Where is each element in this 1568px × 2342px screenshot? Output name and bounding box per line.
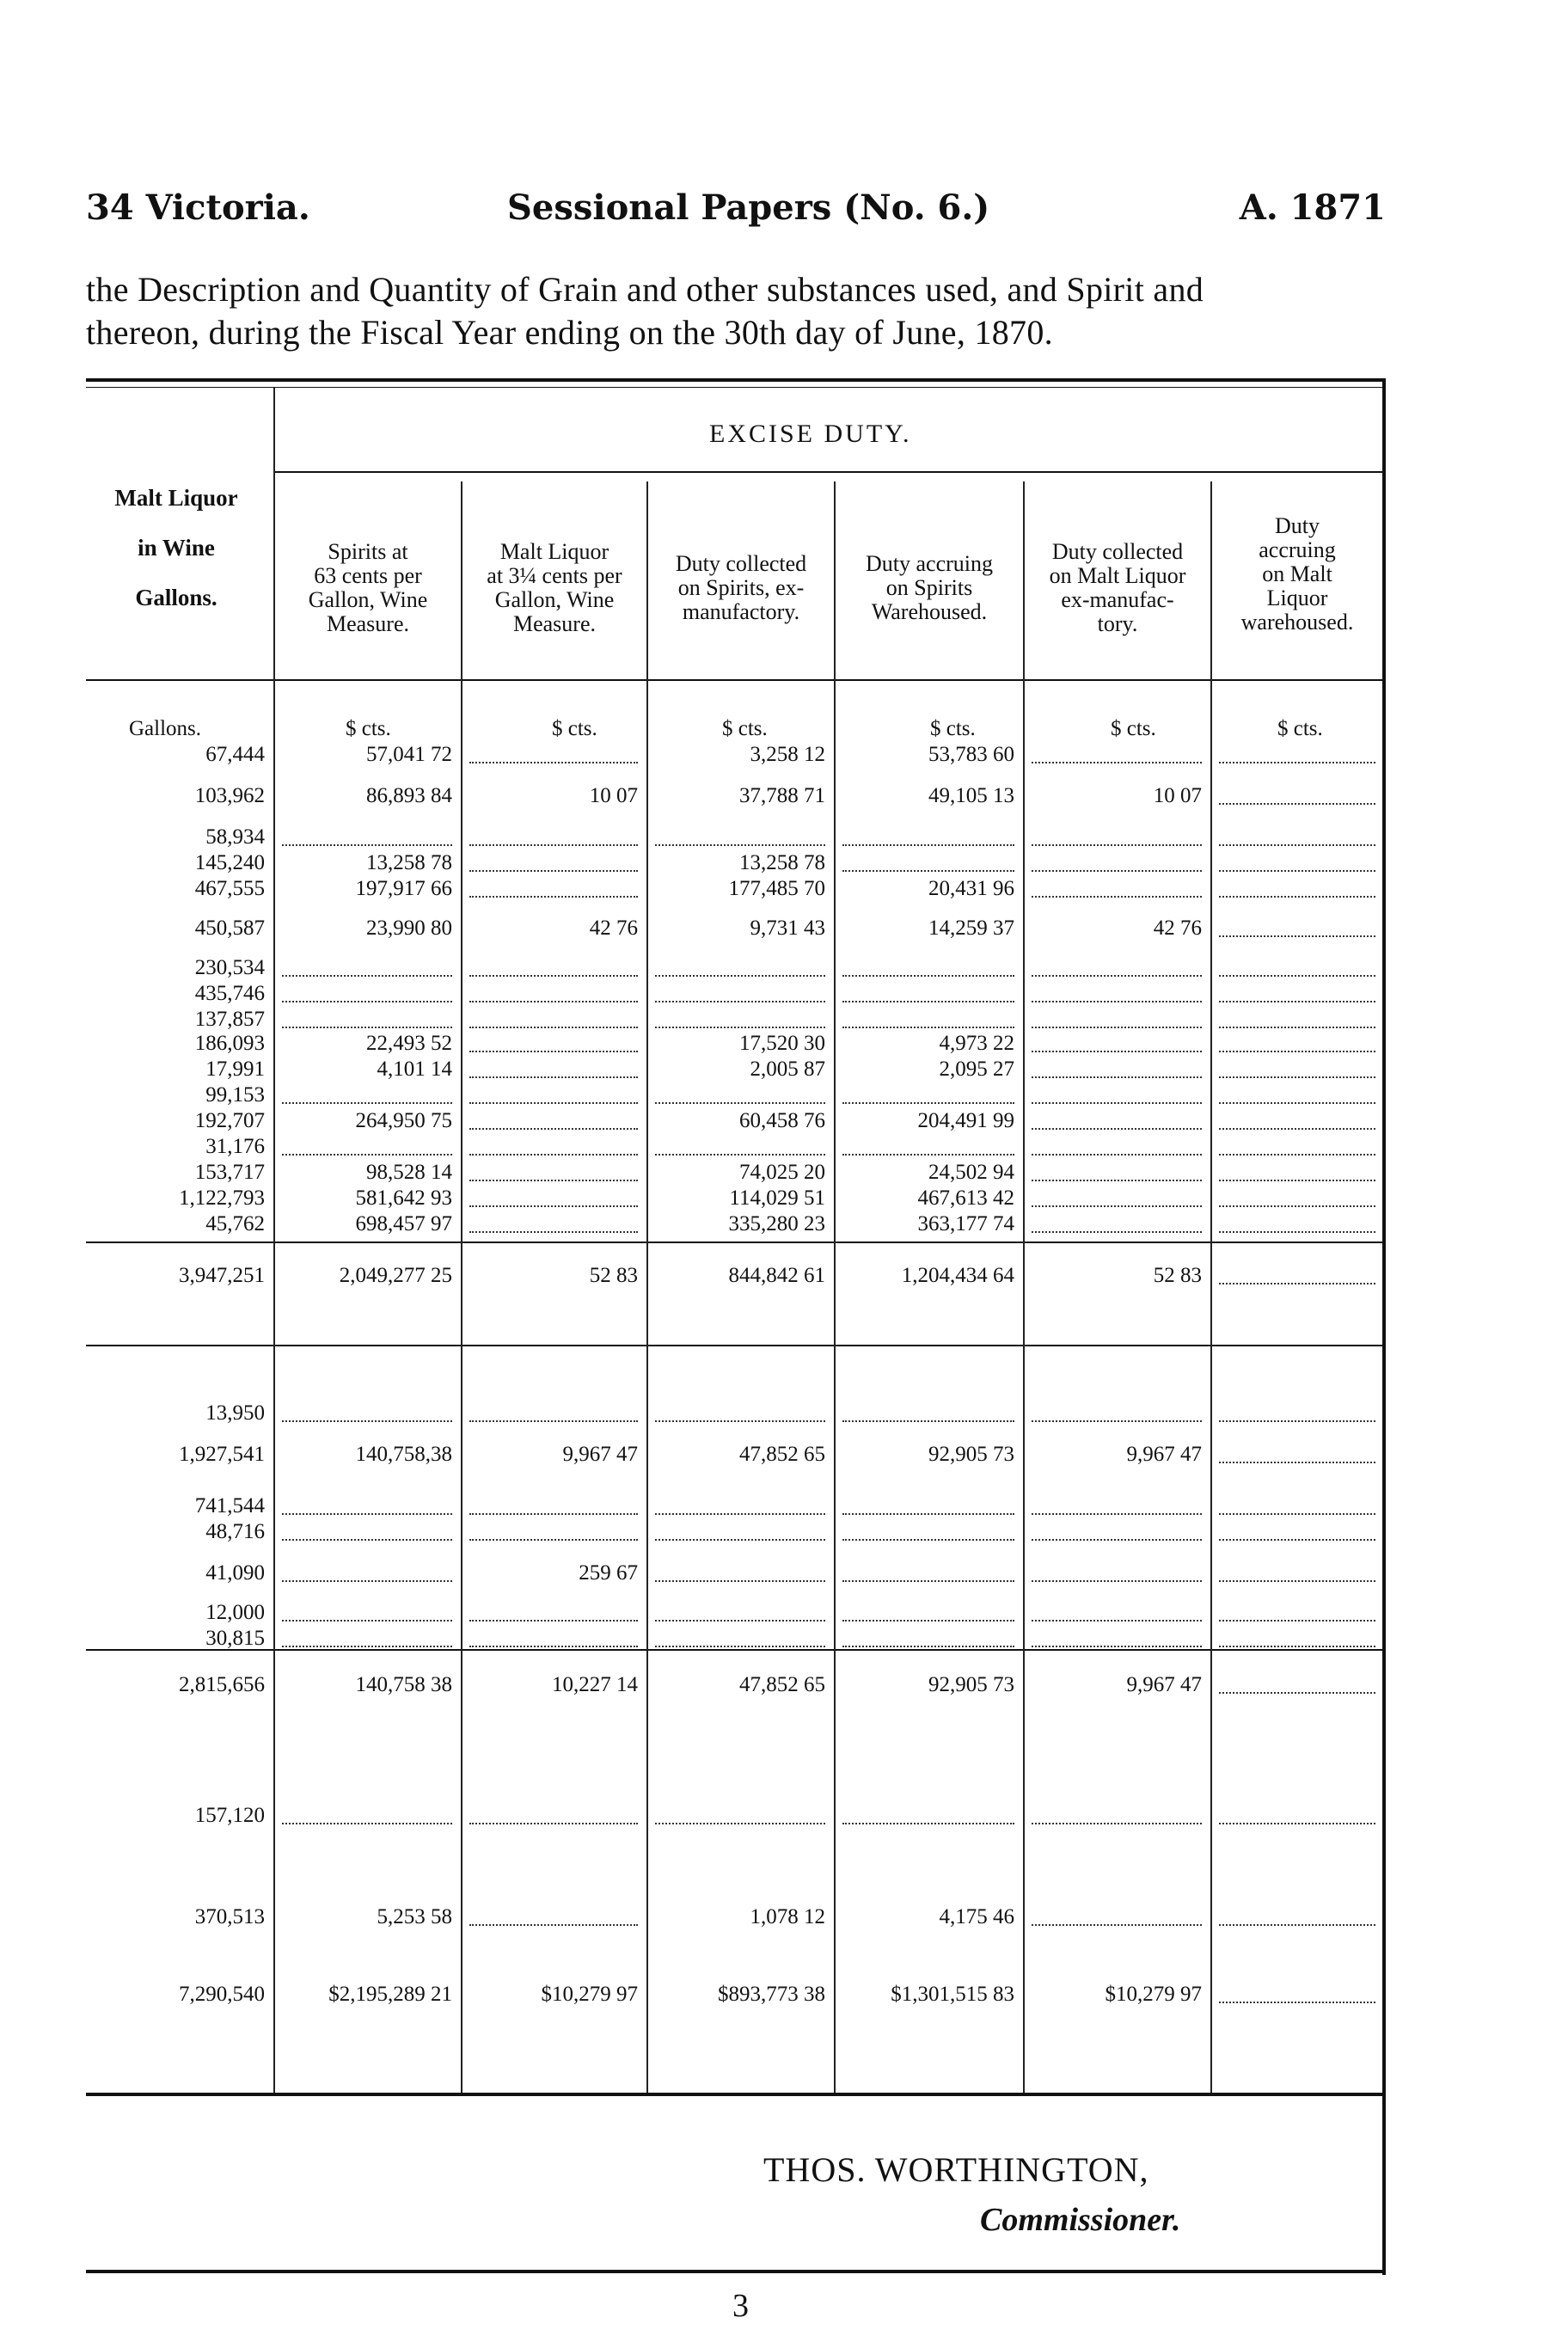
column-header-duty-spirits: Duty collected on Spirits, ex- manufactory.: [675, 551, 807, 624]
leader-dots: [282, 1539, 452, 1541]
leader-dots: [1032, 1580, 1202, 1582]
column-header-malt-liquor: Malt Liquor at 3¼ cents per Gallon, Wine Measure.: [487, 539, 622, 636]
table-cell-maltliq: 10,227 14: [552, 1673, 638, 1696]
leader-dots: [1219, 1076, 1375, 1078]
leader-dots: [1219, 1128, 1375, 1130]
table-cell-accrspirits: $1,301,515 83: [891, 1983, 1014, 2006]
leader-dots: [1032, 1513, 1202, 1515]
table-cell-dutyspirits: 844,842 61: [728, 1264, 825, 1287]
leader-dots: [1032, 1076, 1202, 1078]
table-cell-spirits: 197,917 66: [355, 877, 452, 900]
table-cell-malt: 186,093: [194, 1032, 265, 1055]
leader-dots: [282, 1420, 452, 1422]
table-cell-dutyspirits: 177,485 70: [728, 877, 825, 900]
table-cell-dutymalt: 42 76: [1153, 917, 1202, 940]
table-cell-dutyspirits: 47,852 65: [739, 1673, 825, 1696]
leader-dots: [469, 1924, 638, 1926]
leader-dots: [1219, 1823, 1375, 1824]
leader-dots: [282, 1001, 452, 1002]
page-number: 3: [732, 2288, 749, 2324]
leader-dots: [469, 1102, 638, 1104]
leader-dots: [1032, 1420, 1202, 1422]
leader-dots: [282, 1154, 452, 1156]
table-cell-spirits: 140,758,38: [355, 1443, 452, 1466]
leader-dots: [842, 1154, 1014, 1156]
subtotal-rule-1: [86, 1242, 1384, 1243]
table-cell-maltliq: 259 67: [579, 1561, 638, 1585]
table-cell-dutymalt: 9,967 47: [1126, 1673, 1202, 1696]
leader-dots: [1032, 975, 1202, 977]
column-header-accruing-spirits: Duty accruing on Spirits Warehoused.: [865, 551, 993, 624]
table-cell-malt: 467,555: [194, 877, 265, 900]
unit-accruing-spirits: $ cts.: [930, 717, 976, 740]
table-cell-accrspirits: 4,973 22: [939, 1032, 1014, 1055]
table-cell-accrspirits: 467,613 42: [917, 1186, 1014, 1210]
leader-dots: [842, 1823, 1014, 1824]
table-cell-accrspirits: 14,259 37: [928, 917, 1014, 940]
table-cell-maltliq: 9,967 47: [562, 1443, 638, 1466]
leader-dots: [1032, 844, 1202, 846]
signature-title: Commissioner.: [980, 2202, 1181, 2238]
table-cell-maltliq: $10,279 97: [541, 1983, 638, 2006]
unit-spirits: $ cts.: [346, 717, 391, 740]
leader-dots: [1032, 896, 1202, 898]
leader-dots: [1219, 803, 1375, 805]
leader-dots: [1219, 1205, 1375, 1207]
table-cell-malt: 145,240: [194, 851, 265, 874]
leader-dots: [282, 1823, 452, 1824]
leader-dots: [1219, 1027, 1375, 1028]
unit-duty-malt: $ cts.: [1111, 717, 1156, 740]
leader-dots: [469, 1205, 638, 1207]
table-cell-dutymalt: 52 83: [1153, 1264, 1202, 1287]
leader-dots: [1219, 975, 1375, 977]
leader-dots: [655, 1154, 825, 1156]
table-bottom-rule: [86, 2093, 1386, 2096]
unit-accruing-malt: $ cts.: [1277, 717, 1323, 740]
col-divider-2: [461, 481, 462, 2093]
table-cell-malt: 99,153: [205, 1083, 265, 1107]
table-cell-malt: 153,717: [194, 1161, 265, 1184]
page-header-center: Sessional Papers (No. 6.): [507, 187, 990, 228]
table-cell-dutyspirits: 13,258 78: [739, 851, 825, 874]
column-header-duty-malt: Duty collected on Malt Liquor ex-manufac- tory.: [1049, 539, 1186, 636]
leader-dots: [1219, 2002, 1375, 2003]
table-cell-accrspirits: 4,175 46: [939, 1905, 1014, 1928]
table-cell-malt: 30,815: [205, 1627, 265, 1650]
table-cell-maltliq: 42 76: [589, 917, 638, 940]
leader-dots: [1032, 1051, 1202, 1052]
leader-dots: [842, 975, 1014, 977]
table-cell-malt: 13,950: [205, 1401, 265, 1425]
table-cell-accrspirits: 49,105 13: [928, 784, 1014, 807]
table-cell-malt: 1,927,541: [179, 1443, 265, 1466]
table-cell-malt: 192,707: [194, 1109, 265, 1132]
leader-dots: [1219, 870, 1375, 872]
leader-dots: [282, 1646, 452, 1647]
table-cell-maltliq: 52 83: [589, 1264, 638, 1287]
leader-dots: [1032, 1646, 1202, 1647]
leader-dots: [842, 1646, 1014, 1647]
leader-dots: [1219, 762, 1375, 763]
leader-dots: [1219, 1580, 1375, 1582]
leader-dots: [282, 1102, 452, 1104]
leader-dots: [655, 1001, 825, 1002]
leader-dots: [1219, 1102, 1375, 1104]
leader-dots: [1032, 1231, 1202, 1233]
excise-duty-heading: EXCISE DUTY.: [709, 420, 912, 448]
leader-dots: [469, 1076, 638, 1078]
leader-dots: [1032, 1823, 1202, 1824]
leader-dots: [469, 1823, 638, 1824]
leader-dots: [655, 1539, 825, 1541]
table-top-rule-thin: [86, 387, 1386, 388]
table-cell-malt: 230,534: [194, 956, 265, 979]
column-header-malt: Malt Liquor in Wine Gallons.: [114, 485, 238, 610]
page-header-left: 34 Victoria.: [86, 187, 310, 228]
leader-dots: [1219, 1692, 1375, 1694]
table-cell-spirits: 2,049,277 25: [339, 1264, 452, 1287]
table-cell-spirits: 5,253 58: [377, 1905, 452, 1928]
leader-dots: [1032, 1205, 1202, 1207]
table-cell-malt: 31,176: [205, 1135, 265, 1158]
leader-dots: [1219, 1051, 1375, 1052]
table-cell-spirits: 13,258 78: [366, 851, 452, 874]
leader-dots: [1219, 1620, 1375, 1622]
leader-dots: [1219, 1646, 1375, 1647]
leader-dots: [469, 1231, 638, 1233]
leader-dots: [655, 1580, 825, 1582]
leader-dots: [1032, 762, 1202, 763]
table-cell-dutyspirits: 2,005 87: [750, 1058, 825, 1081]
leader-dots: [1032, 1128, 1202, 1130]
leader-dots: [469, 1620, 638, 1622]
leader-dots: [655, 1102, 825, 1104]
table-cell-dutymalt: 9,967 47: [1126, 1443, 1202, 1466]
signature-name: THOS. WORTHINGTON,: [763, 2150, 1149, 2189]
table-cell-malt: 48,716: [205, 1520, 265, 1543]
leader-dots: [469, 896, 638, 898]
table-cell-malt: 370,513: [194, 1905, 265, 1928]
leader-dots: [1032, 870, 1202, 872]
table-cell-malt: 41,090: [205, 1561, 265, 1585]
leader-dots: [1219, 1231, 1375, 1233]
leader-dots: [469, 1128, 638, 1130]
table-cell-dutyspirits: 74,025 20: [739, 1161, 825, 1184]
leader-dots: [655, 1027, 825, 1028]
leader-dots: [655, 844, 825, 846]
section-rule-1: [86, 1345, 1384, 1346]
table-cell-accrspirits: 53,783 60: [928, 743, 1014, 766]
leader-dots: [469, 762, 638, 763]
column-header-spirits: Spirits at 63 cents per Gallon, Wine Measure.: [308, 539, 428, 636]
leader-dots: [655, 1620, 825, 1622]
subtotal-rule-2: [86, 1649, 1384, 1651]
leader-dots: [1219, 1924, 1375, 1926]
title-line-2: thereon, during the Fiscal Year ending on the 30th day of June, 1870.: [86, 313, 1053, 352]
table-cell-accrspirits: 24,502 94: [928, 1161, 1014, 1184]
leader-dots: [1032, 1620, 1202, 1622]
table-cell-malt: 2,815,656: [179, 1673, 265, 1696]
unit-duty-spirits: $ cts.: [722, 717, 768, 740]
leader-dots: [842, 1580, 1014, 1582]
leader-dots: [1219, 1462, 1375, 1463]
leader-dots: [1032, 1027, 1202, 1028]
leader-dots: [469, 1646, 638, 1647]
table-cell-spirits: 57,041 72: [366, 743, 452, 766]
leader-dots: [282, 1580, 452, 1582]
table-cell-malt: 17,991: [205, 1058, 265, 1081]
col-divider-6: [1210, 481, 1212, 2093]
leader-dots: [842, 1620, 1014, 1622]
table-cell-spirits: 698,457 97: [355, 1212, 452, 1235]
leader-dots: [1032, 1180, 1202, 1181]
leader-dots: [1219, 1513, 1375, 1515]
leader-dots: [842, 1102, 1014, 1104]
leader-dots: [282, 1027, 452, 1028]
leader-dots: [842, 870, 1014, 872]
table-cell-dutyspirits: 1,078 12: [750, 1905, 825, 1928]
leader-dots: [282, 1513, 452, 1515]
leader-dots: [655, 1513, 825, 1515]
page-bottom-rule: [86, 2270, 1386, 2273]
table-cell-accrspirits: 2,095 27: [939, 1058, 1014, 1081]
table-cell-dutyspirits: 17,520 30: [739, 1032, 825, 1055]
table-cell-spirits: 22,493 52: [366, 1032, 452, 1055]
leader-dots: [1032, 1539, 1202, 1541]
leader-dots: [282, 975, 452, 977]
unit-malt: Gallons.: [129, 717, 202, 740]
table-cell-malt: 3,947,251: [179, 1264, 265, 1287]
document-title: [86, 268, 1375, 354]
leader-dots: [1032, 1001, 1202, 1002]
table-cell-accrspirits: 92,905 73: [928, 1443, 1014, 1466]
leader-dots: [655, 1823, 825, 1824]
leader-dots: [1219, 1154, 1375, 1156]
table-cell-dutyspirits: 3,258 12: [750, 743, 825, 766]
table-cell-malt: 45,762: [205, 1212, 265, 1235]
page-header-right: A. 1871: [1239, 187, 1386, 228]
table-cell-dutymalt: 10 07: [1153, 784, 1202, 807]
leader-dots: [469, 1154, 638, 1156]
leader-dots: [1219, 896, 1375, 898]
leader-dots: [1219, 1283, 1375, 1284]
table-cell-dutyspirits: 60,458 76: [739, 1109, 825, 1132]
leader-dots: [469, 870, 638, 872]
table-cell-malt: 137,857: [194, 1008, 265, 1031]
leader-dots: [842, 1420, 1014, 1422]
leader-dots: [842, 1027, 1014, 1028]
leader-dots: [842, 1001, 1014, 1002]
table-cell-dutyspirits: $893,773 38: [718, 1983, 825, 2006]
leader-dots: [842, 844, 1014, 846]
leader-dots: [1219, 935, 1375, 937]
leader-dots: [282, 1620, 452, 1622]
table-cell-dutyspirits: 335,280 23: [728, 1212, 825, 1235]
table-cell-dutyspirits: 47,852 65: [739, 1443, 825, 1466]
table-right-border: [1382, 378, 1386, 2275]
leader-dots: [469, 1513, 638, 1515]
col-divider-4: [834, 481, 836, 2093]
table-cell-spirits: $2,195,289 21: [328, 1983, 452, 2006]
title-line-1: the Description and Quantity of Grain and other substances used, and Spirit and: [86, 270, 1204, 309]
table-cell-spirits: 23,990 80: [366, 917, 452, 940]
leader-dots: [655, 975, 825, 977]
leader-dots: [1219, 1180, 1375, 1181]
table-cell-accrspirits: 204,491 99: [917, 1109, 1014, 1132]
leader-dots: [1219, 1420, 1375, 1422]
table-cell-spirits: 264,950 75: [355, 1109, 452, 1132]
table-cell-accrspirits: 92,905 73: [928, 1673, 1014, 1696]
leader-dots: [469, 1420, 638, 1422]
col-divider-1: [273, 387, 275, 2093]
leader-dots: [282, 844, 452, 846]
leader-dots: [469, 1539, 638, 1541]
leader-dots: [469, 1027, 638, 1028]
leader-dots: [469, 975, 638, 977]
table-cell-malt: 435,746: [194, 982, 265, 1005]
table-cell-malt: 103,962: [194, 784, 265, 807]
table-cell-malt: 157,120: [194, 1804, 265, 1827]
table-cell-spirits: 98,528 14: [366, 1161, 452, 1184]
table-cell-dutymalt: $10,279 97: [1105, 1983, 1202, 2006]
table-cell-malt: 58,934: [205, 825, 265, 849]
unit-malt-liquor: $ cts.: [552, 717, 597, 740]
table-cell-accrspirits: 20,431 96: [928, 877, 1014, 900]
leader-dots: [469, 1001, 638, 1002]
table-cell-dutyspirits: 114,029 51: [729, 1186, 825, 1210]
table-top-rule: [86, 378, 1386, 382]
leader-dots: [469, 844, 638, 846]
table-cell-spirits: 581,642 93: [355, 1186, 452, 1210]
table-cell-malt: 67,444: [205, 743, 265, 766]
leader-dots: [1219, 1001, 1375, 1002]
leader-dots: [1219, 1539, 1375, 1541]
table-cell-spirits: 86,893 84: [366, 784, 452, 807]
table-cell-accrspirits: 363,177 74: [917, 1212, 1014, 1235]
col-divider-5: [1023, 481, 1025, 2093]
table-cell-malt: 1,122,793: [179, 1186, 265, 1210]
column-header-accruing-malt: Duty accruing on Malt Liquor warehoused.: [1240, 513, 1354, 635]
leader-dots: [1032, 1154, 1202, 1156]
leader-dots: [1032, 1102, 1202, 1104]
excise-underline: [275, 471, 1382, 473]
leader-dots: [469, 1180, 638, 1181]
leader-dots: [1219, 844, 1375, 846]
table-cell-malt: 741,544: [194, 1494, 265, 1517]
table-cell-accrspirits: 1,204,434 64: [901, 1264, 1014, 1287]
leader-dots: [655, 1420, 825, 1422]
header-bottom-rule: [86, 679, 1384, 681]
table-cell-spirits: 140,758 38: [355, 1673, 452, 1696]
leader-dots: [655, 1646, 825, 1647]
table-cell-dutyspirits: 37,788 71: [739, 784, 825, 807]
leader-dots: [1032, 1924, 1202, 1926]
leader-dots: [469, 1051, 638, 1052]
table-cell-dutyspirits: 9,731 43: [750, 917, 825, 940]
col-divider-3: [646, 481, 648, 2093]
table-cell-maltliq: 10 07: [589, 784, 638, 807]
leader-dots: [842, 1539, 1014, 1541]
table-cell-malt: 7,290,540: [179, 1983, 265, 2006]
table-cell-malt: 450,587: [194, 917, 265, 940]
leader-dots: [842, 1513, 1014, 1515]
table-cell-malt: 12,000: [205, 1601, 265, 1624]
table-cell-spirits: 4,101 14: [377, 1058, 452, 1081]
